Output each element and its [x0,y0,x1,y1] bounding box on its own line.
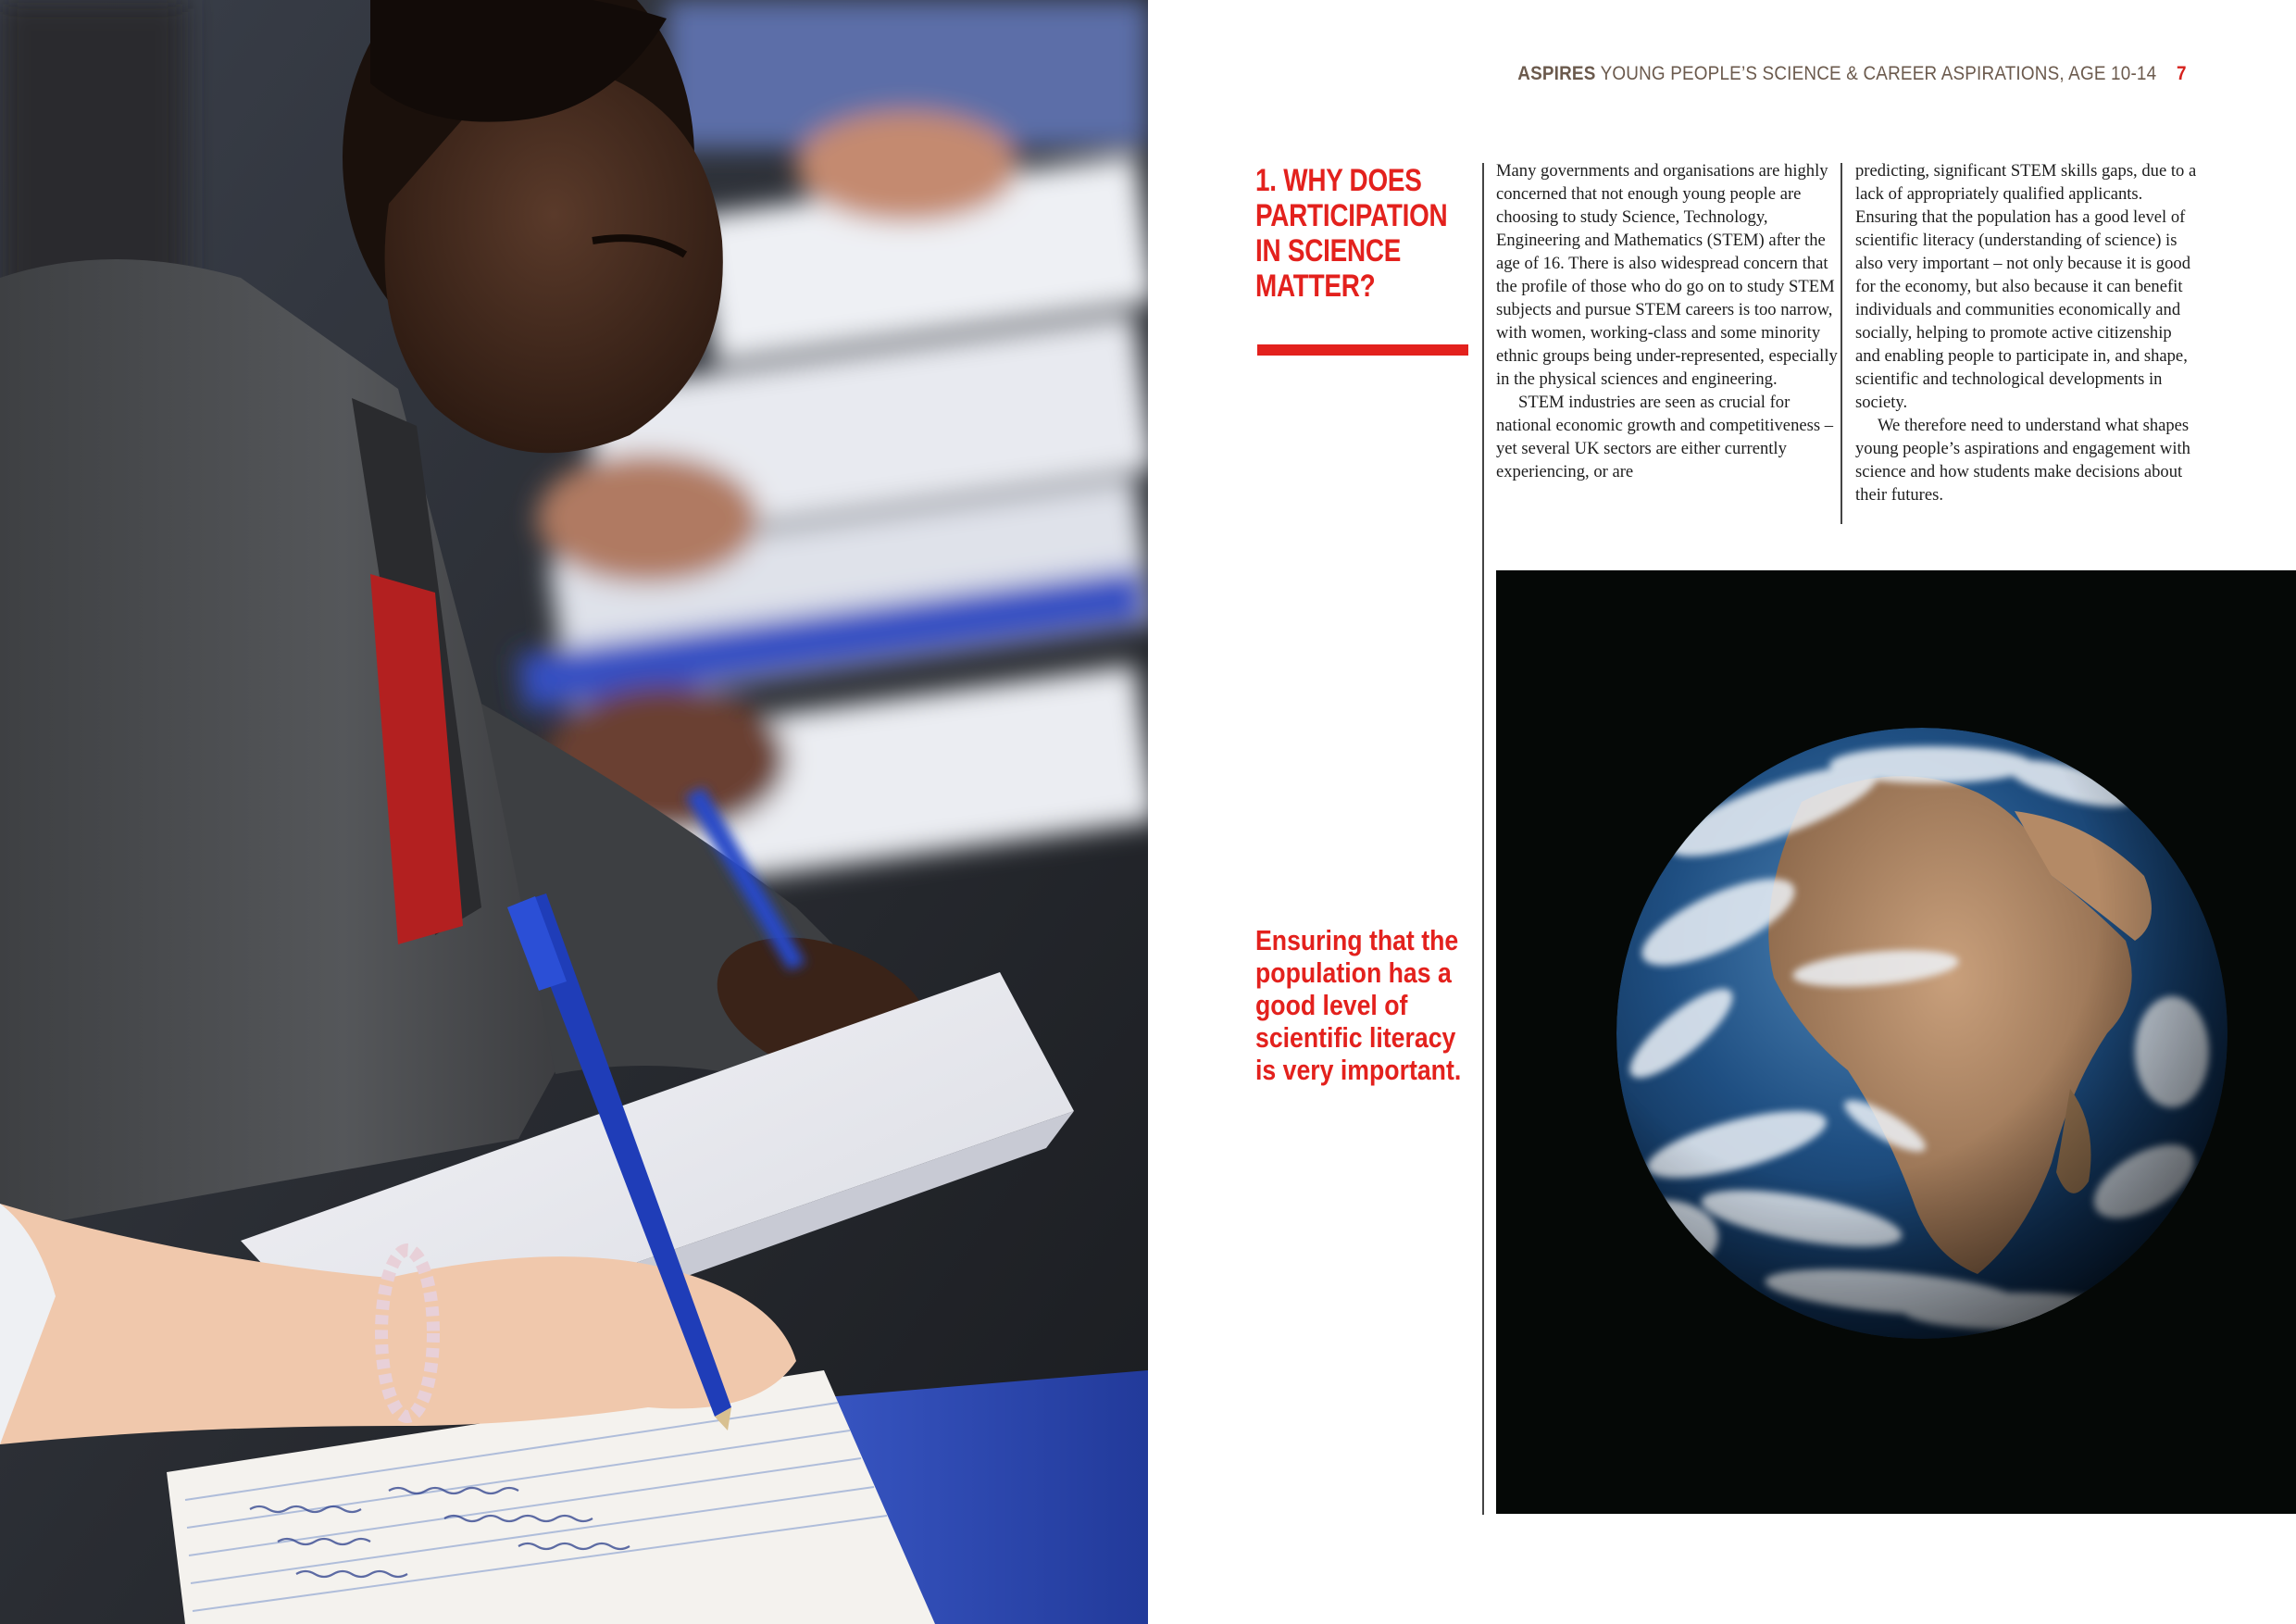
header-brand: ASPIRES [1517,63,1596,84]
column-rule-left [1482,163,1484,1515]
earth-illustration [1496,570,2296,1514]
column2-paragraph-1: predicting, significant STEM skills gaps, due to a lack of appropriately qualified applicants. Ensuring that the population has a good level of scientific literacy (understanding of science) is also very important – not only because it is good for the economy, but also because it can benefit individuals and communities economically and socially, helping to promote active citizenship and enabling people to participate in, and shape, scientific and technological developments in society. [1855,161,2197,412]
running-head [1518,63,2187,85]
column-rule-middle [1841,163,1842,524]
earth-photo [1496,570,2296,1514]
section-title: 1. WHY DOES PARTICIPATION IN SCIENCE MATTER? [1255,163,1448,304]
body-column-1 [1496,159,1841,483]
body-column-2 [1855,159,2200,506]
title-underline-rule [1257,344,1468,356]
pull-quote: Ensuring that the population has a good level of scientific literacy is very important. [1255,924,1462,1086]
page-number: 7 [2177,63,2187,84]
column1-paragraph-2: STEM industries are seen as crucial for national economic growth and competitiveness – yet several UK sectors are either currently experiencing, or are [1496,393,1834,481]
header-subtitle: YOUNG PEOPLE’S SCIENCE & CAREER ASPIRATIONS, AGE 10-14 [1600,63,2157,84]
column1-paragraph-1: Many governments and organisations are highly concerned that not enough young people are choosing to study Science, Technology, Engineering and Mathematics (STEM) after the age of 16. There is also widespread concern that the profile of those who do go on to study STEM subjects and pursue STEM careers is too narrow, with women, working-class and some minority ethnic groups being under-represented, especially in the physical sciences and engineering. [1496,161,1838,389]
column2-paragraph-2: We therefore need to understand what shapes young people’s aspirations and engagement with science and how students make decisions about their futures. [1855,416,2190,505]
